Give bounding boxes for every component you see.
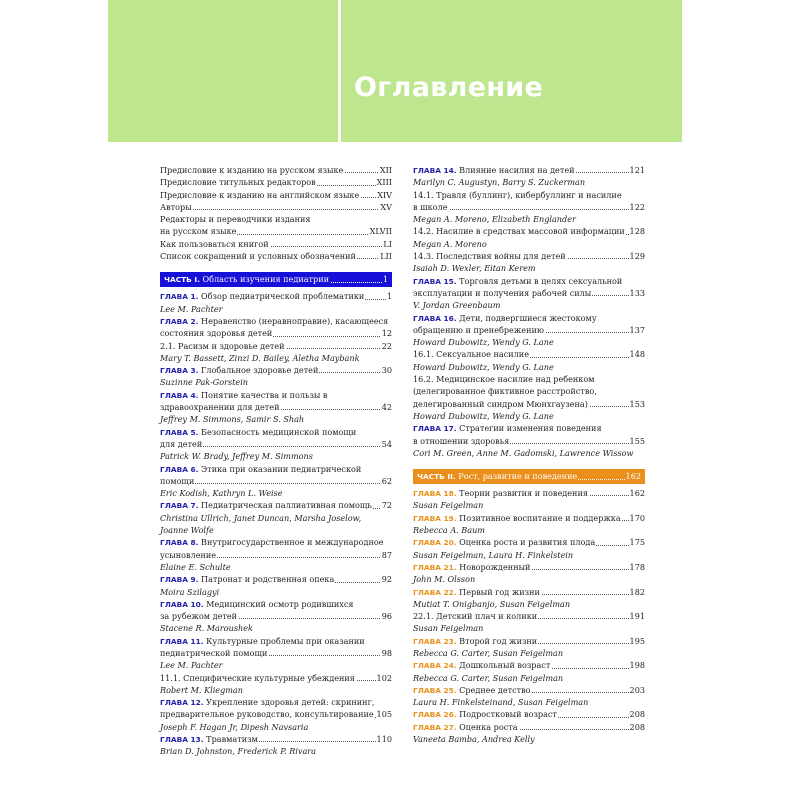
entry-title: в школе xyxy=(413,201,448,212)
toc-entry xyxy=(413,684,645,696)
page-number: 198 xyxy=(629,660,645,671)
toc-entry-line xyxy=(160,536,392,548)
toc-entry xyxy=(413,561,645,573)
entry-text xyxy=(160,697,375,707)
author-line: Suzinne Pak-Gorstein xyxy=(160,377,249,388)
chapter-label: ГЛАВА 4. xyxy=(160,390,199,400)
toc-entry xyxy=(160,647,392,659)
entry-text xyxy=(160,291,365,301)
entry-title: Предисловие титульных редакторов xyxy=(160,177,316,188)
entry-title: 14.1. Травля (буллинг), кибербуллинг и насилие xyxy=(413,189,622,200)
page-number: XIV xyxy=(377,189,392,200)
author-line: Elaine E. Schulte xyxy=(160,561,231,572)
toc-entry-line xyxy=(160,598,392,610)
page-number: 62 xyxy=(381,475,392,486)
entry-text xyxy=(160,341,286,351)
entry-title: (делегированное фиктивное расстройство, xyxy=(413,386,597,397)
entry-text xyxy=(160,611,238,621)
entry-title: Неравенство (неравноправие), касающееся xyxy=(201,315,389,326)
author-line: Susan Feigelman xyxy=(413,623,484,634)
chapter-label: ГЛАВА 6. xyxy=(160,464,199,474)
toc-entry xyxy=(160,475,392,487)
part-label: ЧАСТЬ I. xyxy=(164,275,200,285)
page-number: 133 xyxy=(629,287,645,298)
page-number: 170 xyxy=(629,512,645,523)
chapter-label: ГЛАВА 5. xyxy=(160,427,199,437)
page-number: 92 xyxy=(381,574,392,585)
entry-text xyxy=(160,365,319,375)
page-number: XLVII xyxy=(369,226,392,237)
entry-text xyxy=(160,648,268,658)
page-number: 137 xyxy=(629,324,645,335)
entry-text xyxy=(160,239,270,249)
entry-title: Понятие качества и пользы в xyxy=(201,389,328,400)
author-line: Mary T. Bassett, Zinzi D. Bailey, Aletha Maybank xyxy=(160,352,360,363)
toc-entry xyxy=(160,672,392,684)
entry-title: Авторы xyxy=(160,201,192,212)
entry-title: Второй год жизни xyxy=(459,635,538,646)
author-line: Marilyn C. Augustyn, Barry S. Zuckerman xyxy=(413,177,586,188)
page-number: 162 xyxy=(629,488,645,499)
entry-title: Культурные проблемы при оказании xyxy=(206,635,365,646)
entry-text xyxy=(413,636,538,646)
author-line: Vaneeta Bamba, Andrea Kelly xyxy=(413,734,535,745)
entry-title: Редакторы и переводчики издания xyxy=(160,214,311,225)
author-line: Isaiah D. Wexler, Eitan Kerem xyxy=(413,263,536,274)
page-number: XII xyxy=(379,165,392,175)
author-line: Howard Dubowitz, Wendy G. Lane xyxy=(413,410,554,421)
author-line: Mutiat T. Onigbanjo, Susan Feigelman xyxy=(413,598,571,609)
author-line: John M. Olsson xyxy=(413,574,476,585)
entry-title: состояния здоровья детей xyxy=(160,328,273,339)
page-number: 153 xyxy=(629,398,645,409)
toc-entry xyxy=(160,364,392,376)
entry-text xyxy=(160,476,195,486)
entry-text xyxy=(160,165,344,175)
toc-column-left xyxy=(160,164,392,758)
entry-text xyxy=(413,722,519,732)
entry-text xyxy=(160,550,217,560)
author-line: Christina Ullrich, Janet Duncan, Marsha Joselow, xyxy=(160,512,362,523)
page-number: 72 xyxy=(381,500,392,511)
entry-text xyxy=(413,488,589,498)
toc-entry xyxy=(160,290,392,302)
author-line: Lee M. Pachter xyxy=(160,303,223,314)
chapter-label: ГЛАВА 19. xyxy=(413,513,457,523)
author-line: Stacene R. Maroushek xyxy=(160,623,253,634)
entry-title: Стратегии изменения поведения xyxy=(459,423,602,434)
toc-entry xyxy=(160,438,392,450)
author-line: Jeffrey M. Simmons, Samir S. Shah xyxy=(160,414,305,425)
part-name: Область изучения педиатрии xyxy=(202,274,329,285)
toc-entry-line xyxy=(413,422,645,434)
page-number: 182 xyxy=(629,586,645,597)
entry-title: Оценка роста xyxy=(459,721,518,732)
entry-text xyxy=(160,190,360,200)
author-line: Robert M. Kliegman xyxy=(160,684,243,695)
page-number: 178 xyxy=(629,561,645,572)
chapter-label: ГЛАВА 7. xyxy=(160,501,199,511)
entry-title: здравоохранении для детей xyxy=(160,402,280,413)
page-number: 191 xyxy=(629,611,645,622)
toc-entry xyxy=(413,250,645,262)
chapter-label: ГЛАВА 27. xyxy=(413,722,457,732)
entry-text xyxy=(413,587,541,597)
entry-text xyxy=(413,685,532,695)
toc-entry-line xyxy=(160,426,392,438)
toc-entry-line xyxy=(413,189,645,201)
page-number: 128 xyxy=(629,226,645,237)
entry-title: 14.3. Последствия войны для детей xyxy=(413,251,566,262)
chapter-label: ГЛАВА 21. xyxy=(413,562,457,572)
entry-title: предварительное руководство, консультирование xyxy=(160,709,374,720)
entry-text xyxy=(413,325,545,335)
author-line: Howard Dubowitz, Wendy G. Lane xyxy=(413,337,554,348)
toc-entry xyxy=(413,721,645,733)
entry-title: Дети, подвергшиеся жестокому xyxy=(459,312,597,323)
entry-text xyxy=(160,599,355,609)
entry-text xyxy=(413,537,596,547)
toc-entry xyxy=(160,401,392,413)
entry-title: педиатрической помощи xyxy=(160,647,268,658)
chapter-label: ГЛАВА 9. xyxy=(160,575,199,585)
entry-title: 16.1. Сексуальное насилие xyxy=(413,349,529,360)
page-number: 121 xyxy=(629,165,645,175)
entry-title: Глобальное здоровье детей xyxy=(201,365,319,376)
banner-divider xyxy=(338,0,341,142)
toc-entry xyxy=(160,176,392,188)
spacer xyxy=(160,262,392,268)
entry-title: в отношении здоровья xyxy=(413,435,510,446)
entry-title: Среднее детство xyxy=(459,684,531,695)
chapter-label: ГЛАВА 11. xyxy=(160,636,204,646)
toc-entry xyxy=(413,536,645,548)
entry-title: Педиатрическая паллиативная помощь xyxy=(201,500,372,511)
author-line: Megan A. Moreno xyxy=(413,238,487,249)
toc-entry xyxy=(160,327,392,339)
entry-text xyxy=(413,226,626,236)
chapter-label: ГЛАВА 18. xyxy=(413,489,457,499)
entry-text xyxy=(413,709,558,719)
toc-entry-line xyxy=(160,389,392,401)
entry-title: 2.1. Расизм и здоровье детей xyxy=(160,340,285,351)
entry-text xyxy=(413,562,531,572)
entry-title: 11.1. Специфические культурные убеждения xyxy=(160,672,355,683)
toc-entry-line xyxy=(160,696,392,708)
toc-entry xyxy=(160,499,392,511)
entry-text xyxy=(160,328,273,338)
chapter-label: ГЛАВА 10. xyxy=(160,599,204,609)
toc-entry xyxy=(413,610,645,622)
page-number: XIII xyxy=(376,177,392,188)
part-title xyxy=(413,471,578,481)
toc-entry xyxy=(413,487,645,499)
toc-entry xyxy=(413,635,645,647)
entry-text xyxy=(160,214,311,224)
entry-title: Как пользоваться книгой xyxy=(160,238,269,249)
entry-title: Обзор педиатрической проблематики xyxy=(201,291,365,302)
toc-entry xyxy=(413,398,645,410)
author-line: Susan Feigelman xyxy=(413,500,484,511)
chapter-label: ГЛАВА 24. xyxy=(413,661,457,671)
chapter-label: ГЛАВА 15. xyxy=(413,276,457,286)
chapter-label: ГЛАВА 25. xyxy=(413,685,457,695)
entry-title: 16.2. Медицинское насилие над ребенком xyxy=(413,374,595,385)
entry-text xyxy=(413,611,538,621)
chapter-label: ГЛАВА 23. xyxy=(413,636,457,646)
entry-title: Дошкольный возраст xyxy=(459,660,551,671)
entry-text xyxy=(160,464,362,474)
page-number: 22 xyxy=(381,340,392,351)
toc-entry-line xyxy=(413,373,645,385)
chapter-label: ГЛАВА 26. xyxy=(413,710,457,720)
page-number: 122 xyxy=(629,201,645,212)
entry-title: Укрепление здоровья детей: скрининг, xyxy=(206,697,375,708)
author-line: Rebecca G. Carter, Susan Feigelman xyxy=(413,647,564,658)
chapter-label: ГЛАВА 12. xyxy=(160,698,204,708)
part-heading-bar xyxy=(413,469,645,484)
toc-entry xyxy=(160,573,392,585)
entry-title: Предисловие к изданию на английском языке xyxy=(160,189,360,200)
chapter-label: ГЛАВА 13. xyxy=(160,735,204,745)
author-line: Lee M. Pachter xyxy=(160,660,223,671)
author-line: Moira Szilagyi xyxy=(160,586,220,597)
author-line: Laura H. Finkelsteinand, Susan Feigelman xyxy=(413,697,589,708)
entry-title: Травматизм xyxy=(206,734,258,745)
author-line: Joseph F. Hagan Jr, Dipesh Navsaria xyxy=(160,721,309,732)
entry-title: 22.1. Детский плач и колики xyxy=(413,611,538,622)
author-line: Eric Kodish, Kathryn L. Weise xyxy=(160,488,283,499)
page-number: 30 xyxy=(381,365,392,376)
toc-entry xyxy=(160,708,392,720)
author-line: Rebecca A. Baum xyxy=(413,525,485,536)
entry-text xyxy=(413,513,622,523)
entry-text xyxy=(160,177,317,187)
entry-text xyxy=(413,288,592,298)
part-name: Рост, развитие и поведение xyxy=(458,471,578,482)
toc-entry xyxy=(160,238,392,250)
entry-title: Патронат и родственная опека xyxy=(201,574,335,585)
entry-text xyxy=(160,673,356,683)
page-number: 54 xyxy=(381,438,392,449)
page-number: 102 xyxy=(376,672,392,683)
part-page-number: 162 xyxy=(625,469,641,484)
entry-title: 14.2. Насилие в средствах массовой информации xyxy=(413,226,625,237)
entry-text xyxy=(160,709,375,719)
entry-title: для детей xyxy=(160,438,203,449)
entry-text xyxy=(413,202,449,212)
entry-title: Медицинский осмотр родившихся xyxy=(206,598,354,609)
entry-title: на русском языке xyxy=(160,226,237,237)
entry-text xyxy=(413,349,530,359)
toc-entry xyxy=(413,324,645,336)
toc-column-right xyxy=(413,164,645,745)
entry-title: Этика при оказании педиатрической xyxy=(201,463,362,474)
entry-title: Влияние насилия на детей xyxy=(459,165,575,175)
toc-entry xyxy=(160,340,392,352)
entry-title: обращению и пренебрежению xyxy=(413,324,544,335)
toc-entry xyxy=(160,189,392,201)
entry-text xyxy=(413,276,623,286)
entry-title: Предисловие к изданию на русском языке xyxy=(160,165,344,175)
page-number: 203 xyxy=(629,684,645,695)
toc-entry xyxy=(160,610,392,622)
entry-text xyxy=(413,374,596,384)
toc-entry-line xyxy=(160,463,392,475)
part-title xyxy=(160,274,330,284)
chapter-label: ГЛАВА 22. xyxy=(413,587,457,597)
part-label: ЧАСТЬ II. xyxy=(417,472,456,482)
entry-title: Подростковый возраст xyxy=(459,709,557,720)
entry-title: Новорожденный xyxy=(459,561,531,572)
page-number: LI xyxy=(383,238,392,249)
page-number: 12 xyxy=(381,328,392,339)
page-title: Оглавление xyxy=(354,72,544,103)
author-line: Megan A. Moreno, Elizabeth Englander xyxy=(413,214,576,225)
page-number: 148 xyxy=(629,349,645,360)
entry-text xyxy=(160,390,328,400)
toc-entry-line xyxy=(160,315,392,327)
toc-entry xyxy=(160,225,392,237)
chapter-label: ГЛАВА 8. xyxy=(160,538,199,548)
entry-title: эксплуатации и получения рабочей силы xyxy=(413,287,592,298)
entry-text xyxy=(160,202,193,212)
toc-entry xyxy=(413,201,645,213)
author-line: Brian D. Johnston, Frederick P. Rivara xyxy=(160,746,316,757)
chapter-label: ГЛАВА 17. xyxy=(413,424,457,434)
author-line: Rebecca G. Carter, Susan Feigelman xyxy=(413,672,564,683)
page-number: 208 xyxy=(629,709,645,720)
page-number: 105 xyxy=(376,709,392,720)
entry-title: Позитивное воспитание и поддержка xyxy=(459,512,621,523)
entry-text xyxy=(160,537,385,547)
entry-text xyxy=(160,574,335,584)
page-number: 129 xyxy=(629,251,645,262)
page-number: XV xyxy=(380,201,392,212)
entry-title: Теории развития и поведения xyxy=(459,488,588,499)
toc-entry xyxy=(413,708,645,720)
toc-entry xyxy=(413,348,645,360)
toc-entry xyxy=(160,164,392,176)
entry-title: Оценка роста и развития плода xyxy=(459,537,596,548)
toc-entry xyxy=(413,225,645,237)
toc-entry-line xyxy=(160,213,392,225)
entry-text xyxy=(160,427,357,437)
chapter-label: ГЛАВА 2. xyxy=(160,316,199,326)
page-number: 87 xyxy=(381,549,392,560)
entry-text xyxy=(413,190,623,200)
entry-text xyxy=(160,734,259,744)
author-line: Cori M. Green, Anne M. Gadomski, Lawrence Wissow xyxy=(413,447,634,458)
entry-text xyxy=(413,660,551,670)
page-number: 110 xyxy=(376,734,392,745)
entry-text xyxy=(160,402,280,412)
entry-text xyxy=(413,399,589,409)
toc-entry xyxy=(160,201,392,213)
toc-entry-line xyxy=(160,635,392,647)
toc-entry xyxy=(413,512,645,524)
toc-entry xyxy=(160,733,392,745)
entry-title: Внутригосударственное и международное xyxy=(201,537,384,548)
page-number: 1 xyxy=(386,291,392,302)
page-number: 98 xyxy=(381,647,392,658)
toc-entry xyxy=(160,549,392,561)
entry-text xyxy=(413,386,598,396)
title-banner xyxy=(108,0,682,142)
page-number: 208 xyxy=(629,721,645,732)
entry-title: помощи xyxy=(160,475,195,486)
toc-entry-line xyxy=(413,385,645,397)
part-heading-bar xyxy=(160,272,392,287)
author-line: Susan Feigelman, Laura H. Finkelstein xyxy=(413,549,574,560)
entry-text xyxy=(413,165,576,175)
entry-text xyxy=(160,439,203,449)
page-number: 96 xyxy=(381,611,392,622)
entry-text xyxy=(413,313,598,323)
toc-entry xyxy=(413,435,645,447)
chapter-label: ГЛАВА 20. xyxy=(413,538,457,548)
page-number: LII xyxy=(380,251,392,262)
entry-title: усыновление xyxy=(160,549,217,560)
page-number: 155 xyxy=(629,435,645,446)
entry-text xyxy=(160,251,357,261)
toc-entry xyxy=(413,164,645,176)
spacer xyxy=(413,459,645,465)
toc-entry xyxy=(413,287,645,299)
entry-title: Список сокращений и условных обозначений xyxy=(160,251,356,262)
toc-entry-line xyxy=(413,312,645,324)
entry-title: Торговля детьми в целях сексуальной xyxy=(459,275,623,286)
entry-title: за рубежом детей xyxy=(160,611,238,622)
toc-entry xyxy=(160,250,392,262)
entry-title: делегированный синдром Мюнхгаузена) xyxy=(413,398,588,409)
author-line: Howard Dubowitz, Wendy G. Lane xyxy=(413,361,554,372)
page-number: 175 xyxy=(629,537,645,548)
chapter-label: ГЛАВА 14. xyxy=(413,166,457,175)
toc-entry-line xyxy=(413,275,645,287)
entry-text xyxy=(413,423,603,433)
chapter-label: ГЛАВА 3. xyxy=(160,366,199,376)
toc-entry xyxy=(413,586,645,598)
entry-text xyxy=(413,436,510,446)
chapter-label: ГЛАВА 1. xyxy=(160,292,199,302)
entry-text xyxy=(160,316,389,326)
author-line: Joanne Wolfe xyxy=(160,525,214,536)
author-line: Patrick W. Brady, Jeffrey M. Simmons xyxy=(160,451,313,462)
chapter-label: ГЛАВА 16. xyxy=(413,313,457,323)
entry-text xyxy=(160,636,366,646)
page-number: 42 xyxy=(381,402,392,413)
entry-title: Первый год жизни xyxy=(459,586,540,597)
toc-entry xyxy=(413,659,645,671)
entry-title: Безопасность медицинской помощи xyxy=(201,426,357,437)
entry-text xyxy=(160,500,373,510)
entry-text xyxy=(413,251,567,261)
entry-text xyxy=(160,226,237,236)
page-number: 195 xyxy=(629,635,645,646)
part-page-number: 1 xyxy=(382,272,388,287)
author-line: V. Jordan Greenbaum xyxy=(413,300,501,311)
